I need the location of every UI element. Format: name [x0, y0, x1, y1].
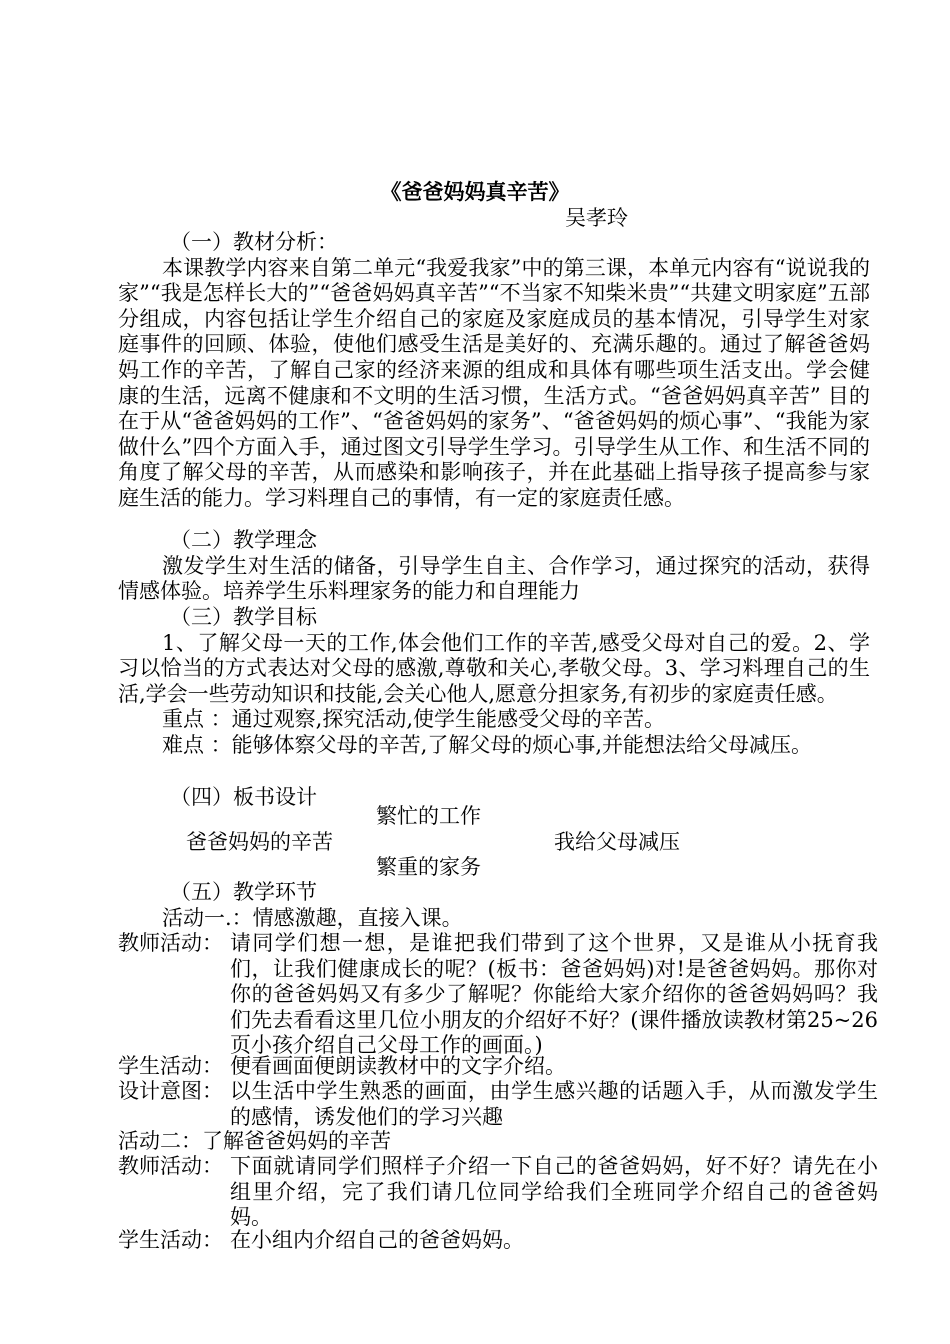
design-intent-1 [118, 1079, 878, 1130]
difficulty-point: 难点 ：能够体察父母的辛苦,了解父母的烦心事,并能想法给父母减压。 [162, 732, 813, 757]
row-text: 便看画面便朗读教材中的文字介绍。 [230, 1054, 566, 1078]
board-bottom: 繁重的家务 [376, 855, 481, 879]
row-label: 学生活动： [118, 1054, 223, 1078]
paragraph: 本课教学内容来自第二单元“我爱我家”中的第三课，本单元内容有“说说我的家”“我是怎样长大的”“爸爸妈妈真辛苦”“不当家不知柴米贵”“共建文明家庭”五部分组成，内容包括让学生介绍自己的家庭及家庭成员的基本情况，引导学生对家庭事件的回顾、体验，使他们感受生活是美好的、充满乐趣的。通过了解爸爸妈妈工作的辛苦，了解自己家的经济来源的组成和具体有哪些项生活支出。学会健康的生活，远离不健康和不文明的生活习惯，生活方式。“爸爸妈妈真辛苦” 目的在于从“爸爸妈妈的工作”、“爸爸妈妈的家务”、“爸爸妈妈的烦心事”、“我能为家做什么”四个方面入手，通过图文引导学生学习。引导学生从工作、和生活不同的角度了解父母的辛苦，从而感染和影响孩子，并在此基础上指导孩子提高参与家庭生活的能力。学习料理自己的事情，有一定的家庭责任感。 [118, 255, 870, 510]
activity-two-title [118, 1129, 878, 1155]
section-material-analysis [118, 230, 870, 512]
document-title: 《爸爸妈妈真辛苦》 [380, 179, 570, 204]
row-text: 在小组内介绍自己的爸爸妈妈。 [230, 1228, 524, 1252]
author-name: 吴孝玲 [565, 206, 628, 230]
section-heading: （三）教学目标 [170, 605, 317, 629]
row-text: 下面就请同学们照样子介绍一下自己的爸爸妈妈，好不好？请先在小组里介绍，完了我们请几位同学给我们全班同学介绍自己的爸爸妈妈。 [230, 1154, 878, 1230]
paragraph: 1、了解父母一天的工作,体会他们工作的辛苦,感受父母对自己的爱。2、学习以恰当的方式表达对父母的感激,尊敬和关心,孝敬父母。3、学习料理自己的生活,学会一些劳动知识和技能,会关心他人,愿意分担家务,有初步的家庭责任感。 [118, 630, 870, 706]
row-text: 以生活中学生熟悉的画面，由学生感兴趣的话题入手，从而激发学生的感情，诱发他们的学习兴趣 [230, 1079, 878, 1129]
section-teaching-steps [118, 880, 870, 931]
section-heading: （四）板书设计 [170, 785, 317, 809]
section-heading: （一）教材分析： [170, 230, 338, 254]
board-left: 爸爸妈妈的辛苦 [186, 830, 333, 854]
section-heading: （二）教学理念 [170, 528, 317, 552]
section-teaching-concept [118, 528, 870, 605]
row-label: 学生活动： [118, 1228, 223, 1252]
teacher-activity-1 [118, 931, 878, 1059]
row-label: 设计意图： [118, 1079, 223, 1103]
student-activity-2 [118, 1228, 878, 1254]
paragraph: 激发学生对生活的储备，引导学生自主、合作学习，通过探究的活动，获得情感体验。培养学生乐料理家务的能力和自理能力 [118, 553, 870, 604]
section-board-design [118, 785, 870, 811]
board-top: 繁忙的工作 [376, 804, 481, 828]
teacher-activity-2 [118, 1154, 878, 1231]
section-teaching-goals [118, 605, 870, 759]
section-heading: （五）教学环节 [170, 880, 317, 904]
row-text: 请同学们想一想，是谁把我们带到了这个世界，又是谁从小抚育我们，让我们健康成长的呢？(板书：爸爸妈妈)对!是爸爸妈妈。那你对你的爸爸妈妈又有多少了解呢？你能给大家介绍你的爸爸妈妈吗？我们先去看看这里几位小朋友的介绍好不好？(课件播放读教材第25~26页小孩介绍自己父母工作的画面。) [230, 931, 878, 1058]
key-point: 重点 ：通过观察,探究活动,使学生能感受父母的辛苦。 [162, 707, 666, 732]
row-label: 教师活动： [118, 931, 223, 955]
student-activity-1 [118, 1054, 878, 1080]
row-label: 教师活动： [118, 1154, 223, 1178]
board-right: 我给父母减压 [554, 830, 680, 854]
activity-title: 活动二：了解爸爸妈妈的辛苦 [118, 1129, 391, 1153]
activity-title: 活动一.：情感激趣，直接入课。 [162, 905, 463, 930]
